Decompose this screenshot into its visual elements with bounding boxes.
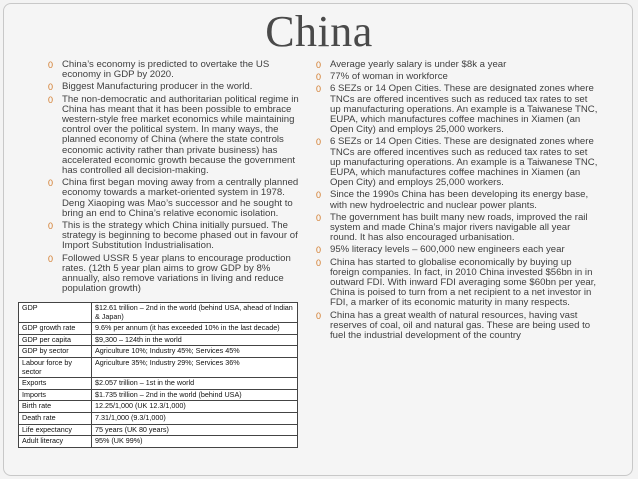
stat-value: 95% (UK 99%) (92, 436, 298, 448)
bullet-text: The non-democratic and authoritarian political regime in China has meant that it has been possible to embrace western-style free market economics while maintaining control over the political system. In many ways, the planned economy of China (where the state controls economic activity rather than private business) has accelerated economic growth because the government has controlled all decision-making. (62, 93, 299, 177)
bullet-text: 6 SEZs or 14 Open Cities. These are designated zones where TNCs are offered incentives such as reduced tax rates to set up manufacturing operations. An example is a Taiwanese TNC, EUPA, which manufactures coffee machines in Xiamen (an Open City) and employs 25,000 workers. (330, 83, 598, 136)
stat-label: Life expectancy (19, 424, 92, 436)
stat-label: GDP by sector (19, 346, 92, 358)
bullet-text: China’s economy is predicted to overtake the US economy in GDP by 2020. (62, 59, 270, 81)
bullet-item (316, 84, 598, 135)
economic-stats-table (18, 302, 298, 448)
bullet-marker: 0 (316, 137, 322, 148)
bullet-marker: 0 (48, 178, 54, 189)
stat-label: GDP per capita (19, 334, 92, 346)
bullet-text: China has a great wealth of natural resources, having vast reserves of coal, oil and natural gas. These are being used to fuel the industrial development of the country (330, 309, 591, 342)
table-row (19, 412, 298, 424)
left-bullet-list (48, 60, 303, 296)
stat-value: 9.6% per annum (it has exceeded 10% in the last decade) (92, 323, 298, 335)
bullet-text: Followed USSR 5 year plans to encourage production rates. (12th 5 year plan aims to grow GDP by 8% annually, also remove variations in living and reduce population growth) (62, 252, 291, 295)
bullet-item (48, 82, 303, 92)
bullet-text: Biggest Manufacturing producer in the world. (62, 81, 253, 93)
stat-value: Agriculture 35%; Industry 29%; Services 36% (92, 357, 298, 377)
stat-value: $1.735 trillion – 2nd in the world (behind USA) (92, 389, 298, 401)
stat-value: $2.057 trillion – 1st in the world (92, 378, 298, 390)
stat-label: Labour force by sector (19, 357, 92, 377)
stat-label: Death rate (19, 412, 92, 424)
bullet-marker: 0 (316, 245, 322, 256)
table-row (19, 401, 298, 413)
stat-value: Agriculture 10%; Industry 45%; Services 45% (92, 346, 298, 358)
bullet-marker: 0 (316, 60, 322, 70)
bullet-item (316, 137, 598, 188)
table-row (19, 389, 298, 401)
bullet-item (48, 60, 303, 80)
table-row (19, 334, 298, 346)
table-row (19, 303, 298, 323)
bullet-marker: 0 (316, 212, 322, 223)
stat-label: Adult literacy (19, 436, 92, 448)
bullet-marker: 0 (316, 310, 322, 321)
bullet-item (48, 95, 303, 177)
slide-title: China (265, 7, 373, 56)
bullet-item (316, 311, 598, 342)
table-row (19, 378, 298, 390)
bullet-marker: 0 (316, 84, 322, 95)
stat-value: $12.61 trillion – 2nd in the world (behind USA, ahead of Indian & Japan) (92, 303, 298, 323)
right-bullet-list (316, 60, 598, 343)
table-row (19, 346, 298, 358)
stat-value: 75 years (UK 80 years) (92, 424, 298, 436)
bullet-item (48, 178, 303, 219)
bullet-marker: 0 (48, 221, 54, 232)
bullet-item (48, 221, 303, 252)
table-row (19, 436, 298, 448)
bullet-marker: 0 (316, 72, 322, 83)
bullet-text: 95% literacy levels – 600,000 new engineers each year (330, 244, 565, 256)
stat-value: 12.25/1,000 (UK 12.3/1,000) (92, 401, 298, 413)
bullet-marker: 0 (48, 82, 54, 93)
stat-value: 7.31/1,000 (9.3/1,000) (92, 412, 298, 424)
bullet-item (316, 60, 598, 70)
table-row (19, 357, 298, 377)
stat-label: GDP (19, 303, 92, 323)
table-row (19, 323, 298, 335)
bullet-marker: 0 (316, 257, 322, 268)
stat-label: GDP growth rate (19, 323, 92, 335)
bullet-text: China first began moving away from a centrally planned economy towards a market-oriented system in 1978. Deng Xiaoping was Mao’s successor and he sought to bring an end to China’s relative economic isolation. (62, 177, 299, 219)
bullet-item (316, 190, 598, 210)
bullet-text: China has started to globalise economically by buying up foreign companies. In fact, in 2010 China invested $56bn in in outward FDI. With inward FDI averaging some $60bn per year, China is poised to turn from a net recipient to a net investor in FDI, a marker of its economic maturity in many respects. (330, 256, 597, 309)
bullet-item (316, 258, 598, 309)
bullet-text: This is the strategy which China initially pursued. The strategy is beginning to become phased out in favour of Import Substitution Industrialisation. (62, 220, 298, 252)
bullet-item (316, 245, 598, 255)
bullet-item (316, 213, 598, 244)
bullet-item (48, 254, 303, 295)
bullet-text: Since the 1990s China has been developing its energy base, with new hydroelectric and nuclear power plants. (330, 189, 589, 211)
bullet-marker: 0 (48, 94, 54, 105)
bullet-marker: 0 (48, 60, 54, 70)
bullet-item (316, 72, 598, 82)
stat-value: $9,300 – 124th in the world (92, 334, 298, 346)
bullet-text: 6 SEZs or 14 Open Cities. These are designated zones where TNCs are offered incentives such as reduced tax rates to set up manufacturing operations. An example is a Taiwanese TNC, EUPA, which manufactures coffee machines in Xiamen (an Open City) and employs 25,000 workers. (330, 136, 598, 189)
stat-label: Birth rate (19, 401, 92, 413)
stat-label: Imports (19, 389, 92, 401)
bullet-text: 77% of woman in workforce (330, 71, 448, 83)
table-row (19, 424, 298, 436)
bullet-text: The government has built many new roads, improved the rail system and made China’s major rivers navigable all year round. It has also encouraged urbanisation. (330, 211, 588, 244)
stat-label: Exports (19, 378, 92, 390)
bullet-marker: 0 (316, 190, 322, 201)
bullet-text: Average yearly salary is under $8k a year (330, 59, 507, 70)
bullet-marker: 0 (48, 253, 54, 264)
